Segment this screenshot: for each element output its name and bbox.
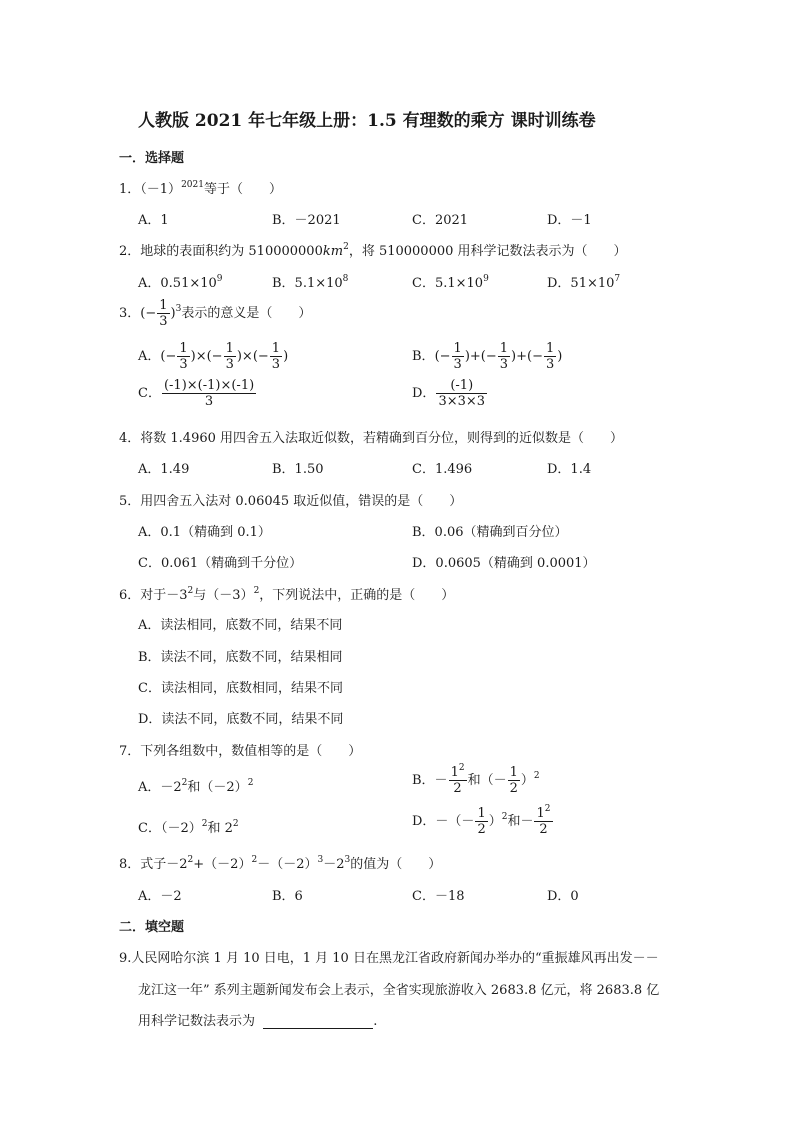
- section-choice: 一．选择题: [119, 151, 185, 166]
- question-8: 8．式子$-2^2+(-2)^2-(-2)^3-2^3$的值为（ ）: [119, 855, 442, 872]
- option-8d[interactable]: D．0: [547, 889, 579, 904]
- question-4: 4．将数 1.4960 用四舍五入法取近似数，若精确到百分位，则得到的近似数是（ ）: [119, 431, 624, 446]
- question-7: 7．下列各组数中，数值相等的是（ ）: [119, 744, 362, 759]
- question-9-line-2: 龙江这一年” 系列主题新闻发布会上表示，全省实现旅游收入 2683.8 亿元，将 2683.8 亿: [138, 983, 660, 998]
- question-2: 2．地球的表面积约为 $510000000km^2$，将 510000000 用科学记数法表示为（ ）: [119, 242, 627, 259]
- option-6a[interactable]: A．读法相同，底数不同，结果不同: [138, 618, 343, 633]
- page-title: 人教版 2021 年七年级上册：1.5 有理数的乘方 课时训练卷: [138, 111, 596, 131]
- question-3: 3．(− $\frac{1}{3}$ )$^3$表示的意义是（ ）: [119, 298, 312, 329]
- option-7d[interactable]: D．－（－ $\frac{1}{2}$ ）$^2$和－ $\frac{1^2}{2}$: [412, 804, 551, 837]
- question-5: 5．用四舍五入法对 0.06045 取近似值，错误的是（ ）: [119, 494, 463, 509]
- question-9-line-1: 9.人民网哈尔滨 1 月 10 日电，1 月 10 日在黑龙江省政府新闻办举办的“重振雄风再出发－－: [119, 951, 659, 966]
- question-9-line-3: 用科学记数法表示为 .: [138, 1014, 378, 1029]
- option-1b[interactable]: B．－2021: [272, 213, 341, 228]
- option-5d[interactable]: D．0.0605（精确到 0.0001）: [412, 556, 596, 571]
- option-5b[interactable]: B．0.06（精确到百分位）: [412, 525, 568, 540]
- option-1d[interactable]: D．－1: [547, 213, 592, 228]
- option-2d[interactable]: D．$51\times 10^7$: [547, 274, 621, 291]
- option-2c[interactable]: C．$5.1\times 10^9$: [412, 274, 489, 291]
- question-1: 1．$(-1)^{2021}$等于（ ）: [119, 180, 282, 197]
- option-4a[interactable]: A．1.49: [138, 462, 190, 477]
- option-6c[interactable]: C．读法相同，底数相同，结果不同: [138, 681, 343, 696]
- option-1c[interactable]: C．2021: [412, 213, 469, 228]
- option-3d[interactable]: D． $\frac{(-1)}{3\times 3\times 3}$: [412, 378, 486, 409]
- option-2b[interactable]: B．$5.1\times 10^8$: [272, 274, 349, 291]
- option-6d[interactable]: D．读法不同，底数不同，结果不同: [138, 712, 344, 727]
- option-6b[interactable]: B．读法不同，底数不同，结果相同: [138, 650, 343, 665]
- option-1a[interactable]: A．1: [138, 213, 169, 228]
- option-7b[interactable]: B．－ $\frac{1^2}{2}$ 和（－ $\frac{1}{2}$ ）$^2$: [412, 763, 540, 796]
- option-4d[interactable]: D．1.4: [547, 462, 592, 477]
- option-8a[interactable]: A．－2: [138, 889, 182, 904]
- answer-blank[interactable]: [263, 1016, 373, 1029]
- option-2a[interactable]: A．$0.51\times 10^9$: [138, 274, 223, 291]
- option-4c[interactable]: C．1.496: [412, 462, 473, 477]
- section-fill: 二．填空题: [119, 920, 185, 935]
- question-6: 6．对于$-3^2$与$(-3)^2$，下列说法中，正确的是（ ）: [119, 586, 455, 603]
- option-7c[interactable]: C．$(-2)^2$和 $2^2$: [138, 819, 239, 836]
- option-3b[interactable]: B．(− $\frac{1}{3}$ )+(− $\frac{1}{3}$ )+(− $\frac{1}{3}$ ): [412, 341, 563, 372]
- option-3a[interactable]: A．(− $\frac{1}{3}$ )×(− $\frac{1}{3}$ )×(− $\frac{1}{3}$ ): [138, 341, 289, 372]
- option-5c[interactable]: C．0.061（精确到千分位）: [138, 556, 303, 571]
- option-8b[interactable]: B．6: [272, 889, 303, 904]
- option-8c[interactable]: C．－18: [412, 889, 465, 904]
- option-4b[interactable]: B．1.50: [272, 462, 324, 477]
- option-7a[interactable]: A．$-2^2$和$(-2)^2$: [138, 778, 254, 795]
- option-3c[interactable]: C． $\frac{(-1)\times(-1)\times(-1)}{3}$: [138, 378, 255, 409]
- option-5a[interactable]: A．0.1（精确到 0.1）: [138, 525, 271, 540]
